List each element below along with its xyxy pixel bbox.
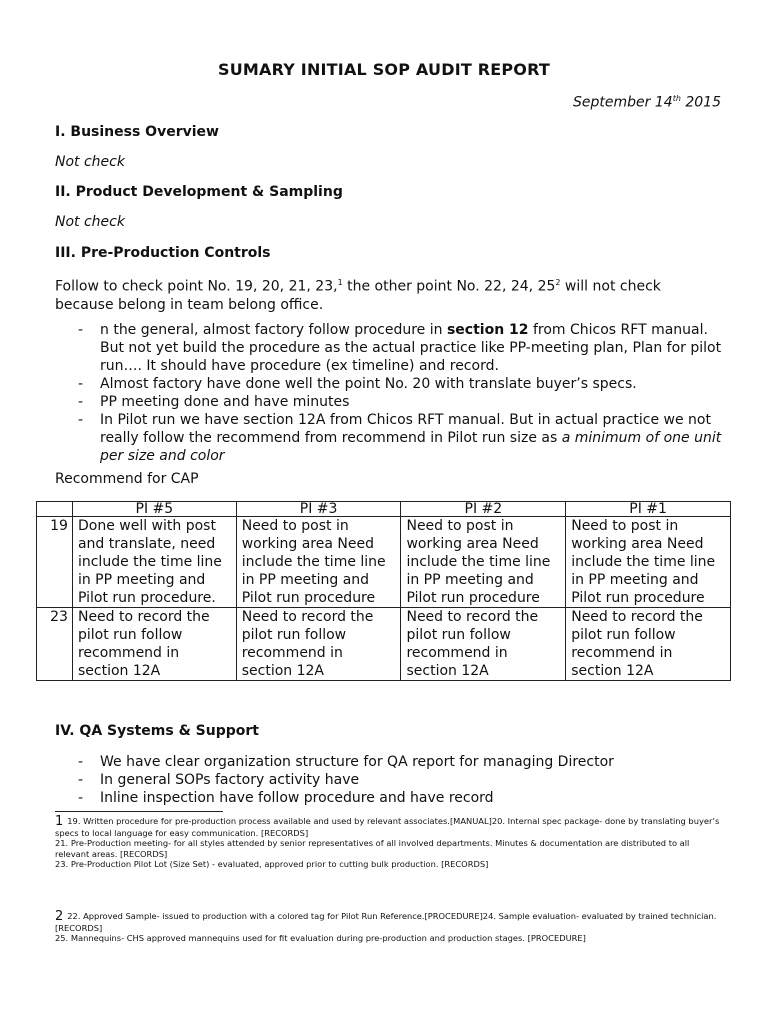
row-number: 23 xyxy=(37,608,73,681)
table-header-cell: PI #1 xyxy=(566,502,731,517)
list-item: - We have clear organization structure for QA report for managing Director xyxy=(76,753,726,771)
table-cell: Need to post in working area Need include the time line in PP meeting and Pilot run procedure xyxy=(566,517,731,608)
pre-production-intro: Follow to check point No. 19, 20, 21, 23,$^1$ the other point No. 22, 24, $25^2$ will not check because belong in team belong office. xyxy=(55,278,661,313)
footnote-separator xyxy=(55,811,223,812)
table-row xyxy=(37,517,731,608)
list-item: - Inline inspection have follow procedure and have record xyxy=(76,789,726,807)
business-overview-note: Not check xyxy=(55,154,125,170)
table-cell: Need to record the pilot run follow recommend in section 12A xyxy=(566,608,731,681)
table-cell: Need to record the pilot run follow recommend in section 12A xyxy=(72,608,236,681)
table-cell: Need to record the pilot run follow recommend in section 12A xyxy=(236,608,401,681)
list-item: - Almost factory have done well the point No. 20 with translate buyer’s specs. xyxy=(76,375,726,393)
list-item: - n the general, almost factory follow procedure in section 12 from Chicos RFT manual. But not yet build the procedure as the actual practice like PP-meeting plan, Plan for pilot run…. It should have procedure (ex timeline) and record. xyxy=(76,321,726,375)
table-cell: Done well with post and translate, need include the time line in PP meeting and Pilot run procedure. xyxy=(72,517,236,608)
table-cell: Need to record the pilot run follow recommend in section 12A xyxy=(401,608,566,681)
row-number: 19 xyxy=(37,517,73,608)
footnote-ref-2[interactable]: 2 xyxy=(555,278,561,287)
footnote-mark: 2 xyxy=(55,909,64,924)
table-header-row xyxy=(37,502,731,517)
table-cell: Need to post in working area Need include the time line in PP meeting and Pilot run procedure xyxy=(236,517,401,608)
recommend-label: Recommend for CAP xyxy=(55,471,199,487)
footnote-1: 1 19. Written procedure for pre-production process available and used by relevant associates.[MANUAL]20. Internal spec package- done by translating buyer’s specs to local language for easy communication. [RECORDS] 21. Pre-Production meeting- for all styles attended by senior representatives of all involved departments. Minutes & documentation are distributed to all relevant areas. [RECORDS] 23. Pre-Production Pilot Lot (Size Set) - evaluated, approved prior to cutting bulk production. [RECORDS] xyxy=(55,814,720,869)
section-heading-qa-systems: IV. QA Systems & Support xyxy=(55,723,259,739)
table-row xyxy=(37,608,731,681)
pre-production-bullet-list xyxy=(76,321,726,465)
list-item: - PP meeting done and have minutes xyxy=(76,393,726,411)
table-header-cell xyxy=(37,502,73,517)
qa-bullet-list xyxy=(76,753,726,807)
footnote-ref-1[interactable]: 1 xyxy=(337,278,343,287)
footnote-2: 2 22. Approved Sample- issued to production with a colored tag for Pilot Run Reference.[PROCEDURE]24. Sample evaluation- evaluated by trained technician. [RECORDS] 25. Mannequins- CHS approved mannequins used for fit evaluation during pre-production and production stages. [PROCEDURE] xyxy=(55,909,717,943)
table-header-cell: PI #3 xyxy=(236,502,401,517)
table-cell: Need to post in working area Need include the time line in PP meeting and Pilot run procedure xyxy=(401,517,566,608)
product-development-note: Not check xyxy=(55,214,125,230)
footnote-mark: 1 xyxy=(55,814,64,829)
list-item: - In Pilot run we have section 12A from Chicos RFT manual. But in actual practice we not really follow the recommend from recommend in Pilot run size as a minimum of one unit per size and color xyxy=(76,411,726,465)
section-heading-pre-production: III. Pre-Production Controls xyxy=(55,245,271,261)
list-item: - In general SOPs factory activity have xyxy=(76,771,726,789)
table-header-cell: PI #2 xyxy=(401,502,566,517)
section-heading-product-development: II. Product Development & Sampling xyxy=(55,184,343,200)
table-header-cell: PI #5 xyxy=(72,502,236,517)
section-heading-business-overview: I. Business Overview xyxy=(55,124,219,140)
report-date: September 14th 2015 xyxy=(573,94,721,111)
report-title: SUMARY INITIAL SOP AUDIT REPORT xyxy=(217,60,551,79)
cap-table xyxy=(36,501,731,681)
